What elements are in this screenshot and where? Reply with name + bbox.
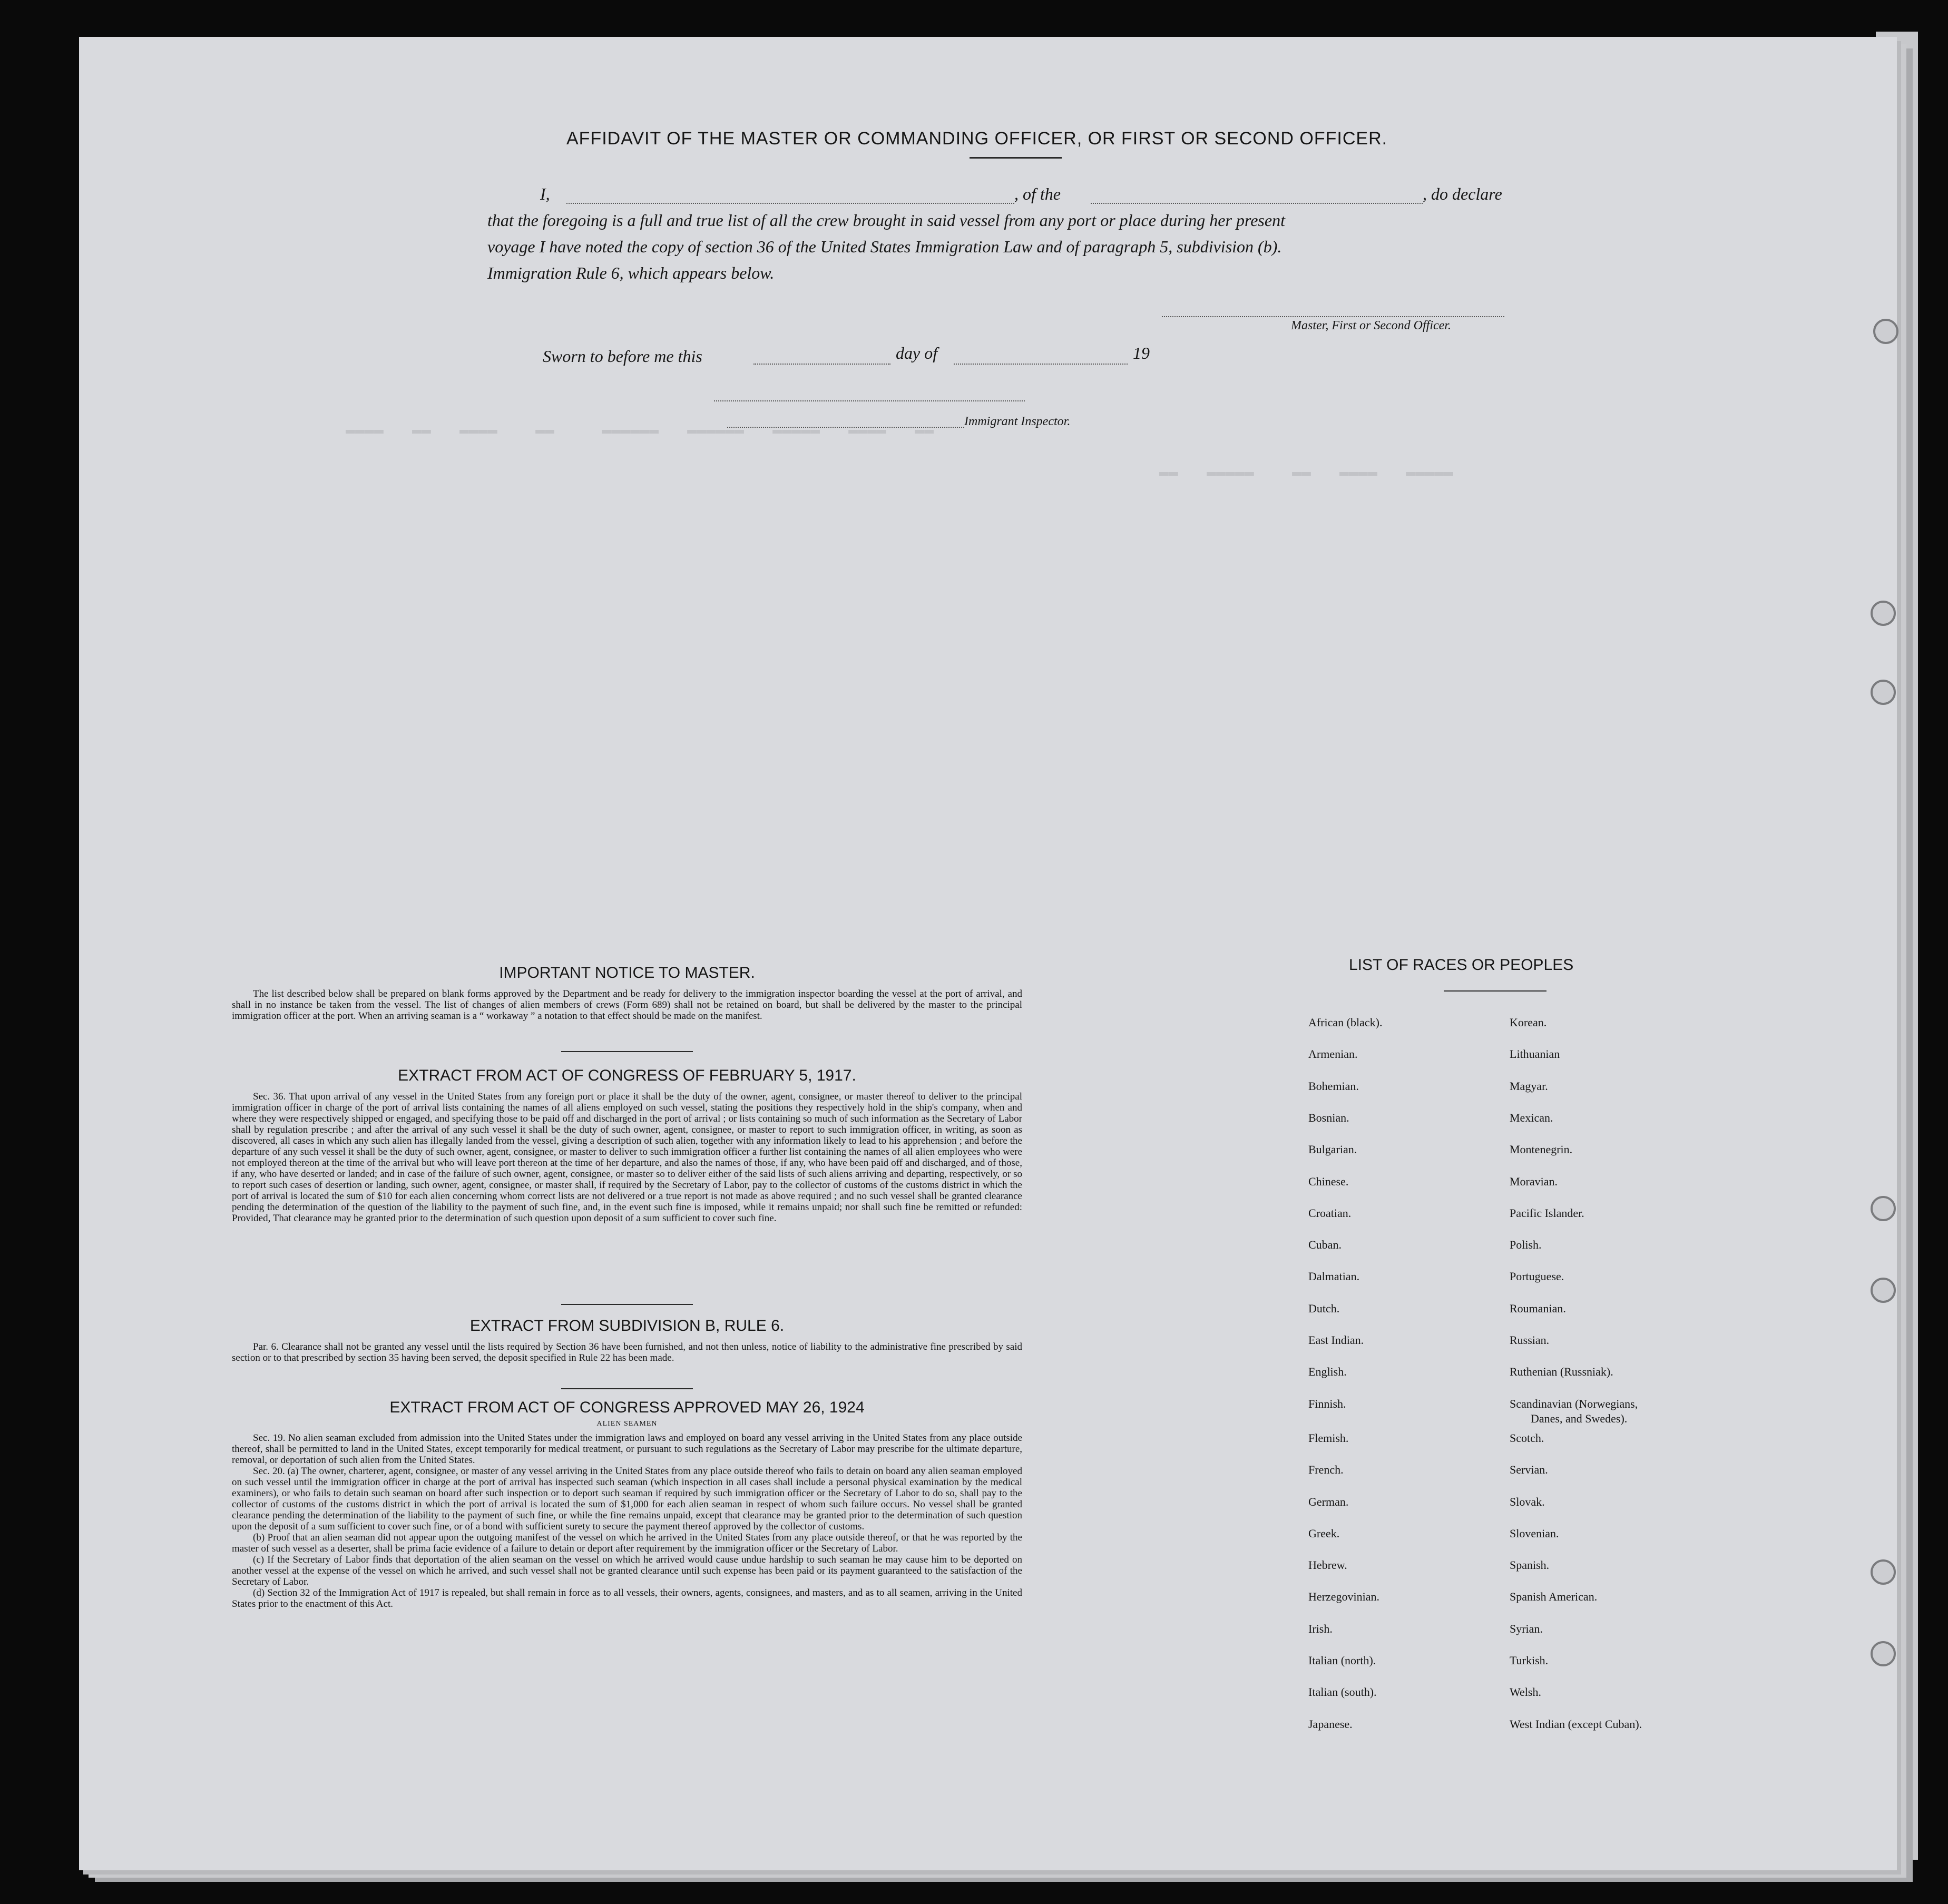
divider [561, 1051, 693, 1052]
affidavit-declare-label: , do declare [1423, 184, 1502, 203]
race-item: Lithuanian [1510, 1047, 1560, 1061]
divider [561, 1304, 693, 1305]
extract-1924-para-1: Sec. 19. No alien seaman excluded from admission into the United States under the immigration laws and employed on board any vessel arriving in the United States from any place outside thereof, shall be permitted to land in the United States, except temporarily for medical treatment, or pursuant to such regulations as the Secretary of Labor may prescribe for the ultimate departure, removal, or deportation of such alien from the United States. [232, 1432, 1022, 1466]
race-item: East Indian. [1308, 1333, 1364, 1347]
race-item: Russian. [1510, 1333, 1550, 1347]
inspector-signature-label: Immigrant Inspector. [964, 415, 1071, 428]
affidavit-i-label: I, [540, 184, 550, 203]
race-item: Dalmatian. [1308, 1270, 1360, 1283]
punch-hole [1871, 680, 1896, 705]
race-item: English. [1308, 1365, 1347, 1379]
race-item: Herzegovinian. [1308, 1590, 1379, 1604]
punch-hole [1871, 1196, 1896, 1221]
race-item: Spanish American. [1510, 1590, 1598, 1604]
race-item: Slovenian. [1510, 1526, 1559, 1540]
race-item: Spanish. [1510, 1558, 1550, 1572]
race-item: Flemish. [1308, 1431, 1349, 1445]
race-item: German. [1308, 1495, 1349, 1508]
race-item: Bosnian. [1308, 1111, 1349, 1124]
race-item: Welsh. [1510, 1685, 1541, 1699]
race-item: West Indian (except Cuban). [1510, 1717, 1642, 1731]
race-item: Syrian. [1510, 1622, 1543, 1635]
sworn-day-field[interactable] [753, 364, 890, 365]
affidavit-line-3: voyage I have noted the copy of section 36 of the United States Immigration Law and of paragraph 5, subdivision (b). [487, 237, 1282, 256]
race-item: Bulgarian. [1308, 1143, 1357, 1156]
extract-1924-title: EXTRACT FROM ACT OF CONGRESS APPROVED MAY 26, 1924 [389, 1399, 865, 1416]
extract-1924-para-3: (b) Proof that an alien seaman did not appear upon the outgoing manifest of the vessel on which he arrived in the United States from any place outside thereof, or that he was reported by the master of such vessel as a deserter, shall be prima facie evidence of a failure to detain or deport after requirement by the immigration officer or the Secretary of Labor. [232, 1532, 1022, 1554]
year-label: 19 [1133, 343, 1150, 362]
races-title: LIST OF RACES OR PEOPLES [1349, 956, 1574, 974]
race-item: Roumanian. [1510, 1301, 1566, 1315]
extract-1917-section [232, 1067, 1022, 1224]
affidavit-line-4: Immigration Rule 6, which appears below. [487, 263, 775, 282]
race-item: Korean. [1510, 1016, 1547, 1029]
race-item: Mexican. [1510, 1111, 1553, 1124]
sworn-month-field[interactable] [954, 364, 1128, 365]
race-item: Italian (north). [1308, 1654, 1376, 1667]
race-item: Croatian. [1308, 1206, 1352, 1220]
master-signature-field[interactable] [1162, 316, 1504, 317]
race-item: Moravian. [1510, 1174, 1558, 1188]
race-item: Scotch. [1510, 1431, 1544, 1445]
notice-title: IMPORTANT NOTICE TO MASTER. [499, 964, 755, 982]
race-item: Armenian. [1308, 1047, 1358, 1061]
divider [561, 1388, 693, 1389]
punch-hole [1871, 601, 1896, 626]
rule-6-section [232, 1317, 1022, 1363]
race-item: Finnish. [1308, 1397, 1346, 1410]
affidavit-of-the-label: , of the [1014, 184, 1061, 203]
extract-1917-text: Sec. 36. That upon arrival of any vessel in the United States from any foreign port or place it shall be the duty of the owner, agent, consignee, or master thereof to deliver to the principal immigration officer in charge of the port of arrival lists containing the names of all aliens employed on such vessel, stating the positions they respectively hold in the ship's company, when and where they were respectively shipped or engaged, and specifying those to be paid off and discharged in the port of arrival ; or lists containing so much of such information as the Secretary of Labor shall by regulation prescribe ; and after the arrival of any such vessel it shall be the duty of such owner, agent, consignee, or master to report to such immigration officer, in writing, as soon as discovered, all cases in which any such alien has illegally landed from the vessel, giving a description of such alien, together with any information likely to lead to his apprehension ; and before the departure of any such vessel it shall be the duty of such owner, agent, consignee, or master to deliver to such immigration officer a further list containing the names of all alien employees who were not employed thereon at the time of the arrival but who will leave port thereon at the time of her departure, and also the names of those, if any, who have been paid off and discharged, and of those, if any, who have deserted or landed; and in case of the failure of such owner, agent, consignee, or master so to deliver either of the said lists of such aliens arriving and departing, respectively, or so to report such cases of desertion or landing, such owner, agent, consignee, or master shall, if required by the Secretary of Labor, pay to the collector of customs of the customs district in which the port of arrival is located the sum of $10 for each alien concerning whom correct lists are not delivered or a true report is not made as above required ; and no such vessel shall be granted clearance pending the determination of the question of the liability to the payment of such fine, and, in the event such fine is imposed, while it remains unpaid; nor shall such fine be remitted or refunded: Provided, That clearance may be granted prior to the determination of such question upon deposit of a sum sufficient to cover such fine. [232, 1091, 1022, 1224]
extract-1924-para-2: Sec. 20. (a) The owner, charterer, agent, consignee, or master of any vessel arriving in the United States from any place outside thereof who fails to detain on board any alien seaman employed on such vessel until the immigration officer in charge at the port of arrival has inspected such seaman (which inspection in all cases shall include a personal physical examination by the medical examiners), or who fails to detain such seaman on board after such inspection or to deport such seaman if required by such immigration officer or the Secretary of Labor to do so, shall pay to the collector of customs of the customs district in which the port of arrival is located the sum of $1,000 for each alien seaman in respect of whom such failure occurs. No vessel shall be granted clearance pending the determination of the liability to the payment of such fine, or while the fine remains unpaid, except that clearance may be granted prior to the determination of such question upon the deposit of a sum sufficient to cover such fine, or of a bond with sufficient surety to secure the payment thereof approved by the collector of customs. [232, 1466, 1022, 1532]
race-continuation: Danes, and Swedes). [1531, 1412, 1628, 1425]
extract-1924-section [232, 1399, 1022, 1609]
affidavit-line-2: that the foregoing is a full and true list of all the crew brought in said vessel from any port or place during her present [487, 211, 1285, 230]
title-underline [970, 157, 1062, 159]
vessel-name-field[interactable] [1091, 203, 1423, 204]
race-item: Slovak. [1510, 1495, 1545, 1508]
inspector-line-top [714, 400, 1025, 401]
race-item: Japanese. [1308, 1717, 1353, 1731]
race-item: Magyar. [1510, 1079, 1548, 1093]
race-item: Cuban. [1308, 1238, 1342, 1252]
extract-1924-para-4: (c) If the Secretary of Labor finds that deportation of the alien seaman on the vessel on which he arrived would cause undue hardship to such seaman he may cause him to be deported on another vessel at the expense of the vessel on which he arrived, and such vessel shall not be granted clearance until such expense has been paid or its payment guaranteed to the satisfaction of the Secretary of Labor. [232, 1554, 1022, 1587]
race-item: Dutch. [1308, 1301, 1340, 1315]
race-item: African (black). [1308, 1016, 1383, 1029]
rule-6-title: EXTRACT FROM SUBDIVISION B, RULE 6. [469, 1317, 785, 1334]
race-item: Irish. [1308, 1622, 1333, 1635]
race-item: Hebrew. [1308, 1558, 1347, 1572]
race-item: Italian (south). [1308, 1685, 1377, 1699]
race-item: French. [1308, 1463, 1344, 1477]
master-name-field[interactable] [566, 203, 1014, 204]
rule-6-text: Par. 6. Clearance shall not be granted any vessel until the lists required by Section 36 have been furnished, and not then unless, notice of liability to the administrative fine prescribed by said section or to that prescribed by section 35 having been served, the deposit specified in Rule 22 has been made. [232, 1341, 1022, 1363]
race-item: Polish. [1510, 1238, 1542, 1252]
important-notice-section [232, 964, 1022, 1022]
race-item: Bohemian. [1308, 1079, 1359, 1093]
bleed-through-text: ▬▬▬▬ ▬▬ ▬▬▬▬ ▬▬ ▬▬▬▬▬▬ ▬▬▬▬▬▬ ▬▬▬▬▬ ▬▬▬▬ ▬▬ [327, 421, 934, 439]
extract-1924-subtitle: ALIEN SEAMEN [596, 1420, 658, 1428]
race-item: Ruthenian (Russniak). [1510, 1365, 1613, 1379]
race-item: Servian. [1510, 1463, 1548, 1477]
punch-hole [1873, 319, 1898, 344]
extract-1917-title: EXTRACT FROM ACT OF CONGRESS OF FEBRUARY 5, 1917. [398, 1067, 856, 1084]
day-of-label: day of [896, 343, 938, 362]
punch-hole [1871, 1641, 1896, 1666]
bleed-through-text-2: ▬▬ ▬▬▬▬▬ ▬▬ ▬▬▬▬ ▬▬▬▬▬ [1159, 464, 1454, 482]
race-item: Pacific Islander. [1510, 1206, 1584, 1220]
race-item: Turkish. [1510, 1654, 1549, 1667]
race-item: Greek. [1308, 1526, 1340, 1540]
race-item: Scandinavian (Norwegians, [1510, 1397, 1638, 1410]
punch-hole [1871, 1278, 1896, 1303]
extract-1924-para-5: (d) Section 32 of the Immigration Act of 1917 is repealed, but shall remain in force as to all vessels, their owners, agents, consignees, and masters, and as to all seamen, arriving in the United States prior to the enactment of this Act. [232, 1587, 1022, 1609]
race-item: Portuguese. [1510, 1270, 1564, 1283]
notice-text: The list described below shall be prepared on blank forms approved by the Department and be ready for delivery to the immigration inspector boarding the vessel at the port of arrival, and shall in no instance be taken from the vessel. The list of changes of alien members of crews (Form 689) shall not be retained on board, but shall be delivered by the master to the principal immigration officer at the port. When an arriving seaman is a “ workaway ” a notation to that effect should be made on the manifest. [232, 988, 1022, 1022]
punch-hole [1871, 1559, 1896, 1585]
sworn-label: Sworn to before me this [543, 347, 702, 366]
race-item: Montenegrin. [1510, 1143, 1573, 1156]
inspector-signature-field[interactable] [727, 427, 964, 428]
races-title-underline [1444, 990, 1546, 992]
race-item: Chinese. [1308, 1174, 1349, 1188]
master-signature-label: Master, First or Second Officer. [1291, 319, 1451, 332]
affidavit-title: AFFIDAVIT OF THE MASTER OR COMMANDING OFFICER, OR FIRST OR SECOND OFFICER. [566, 129, 1388, 149]
